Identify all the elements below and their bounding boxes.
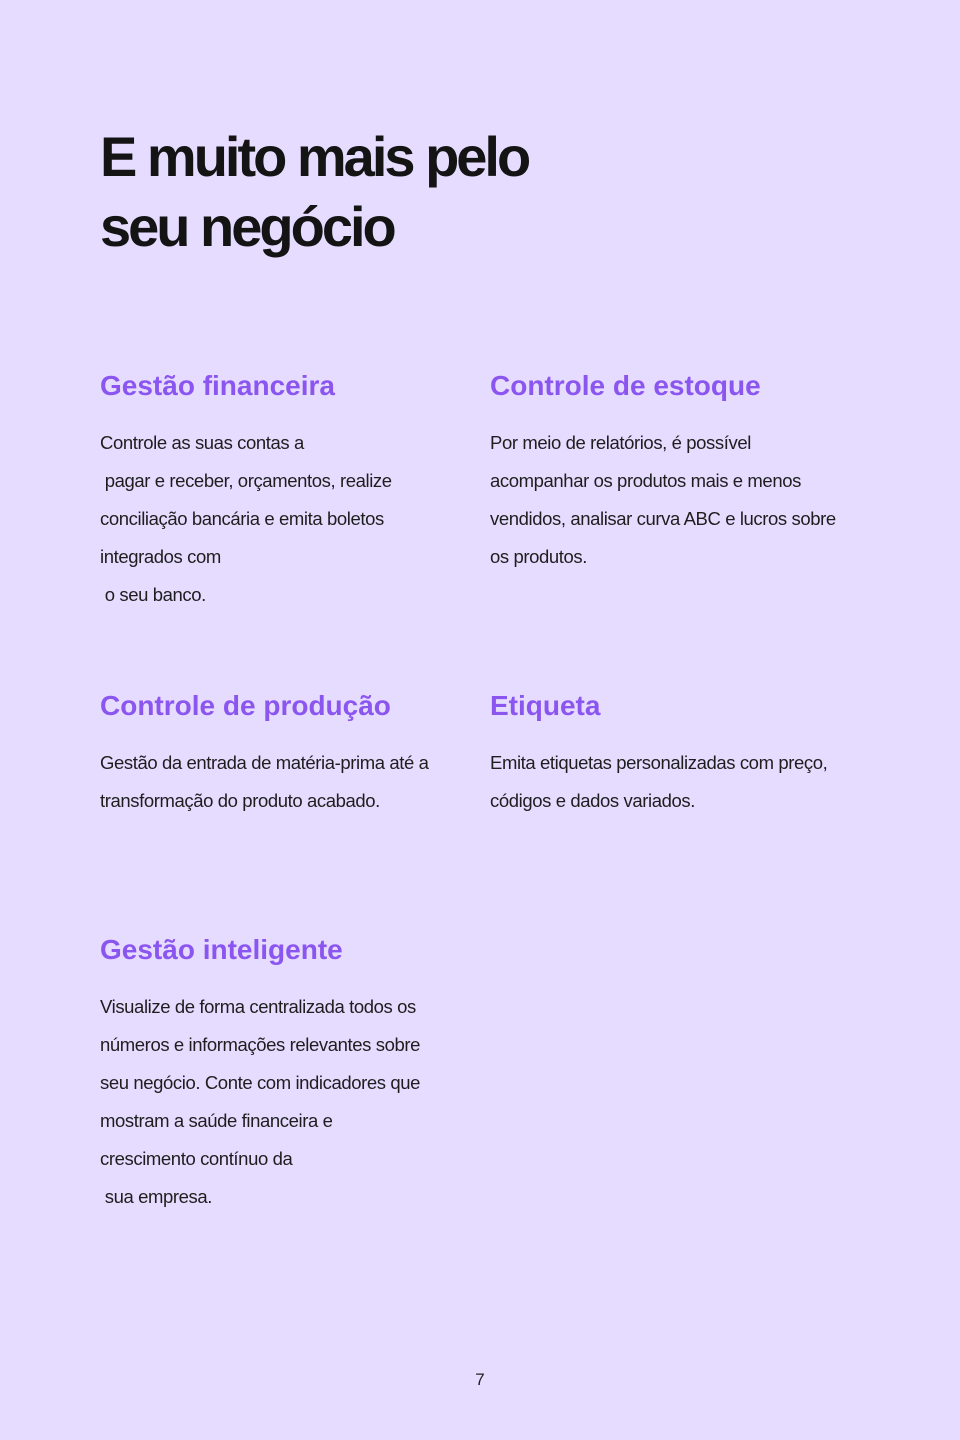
body-line: conciliação bancária e emita boletos xyxy=(100,508,384,529)
section-gestao-financeira xyxy=(100,368,460,614)
body-line: Controle as suas contas a xyxy=(100,432,304,453)
body-line: Por meio de relatórios, é possível xyxy=(490,432,751,453)
body-line: crescimento contínuo da xyxy=(100,1148,293,1169)
page-title xyxy=(100,122,720,262)
section-heading: Gestão financeira xyxy=(100,370,335,401)
section-heading: Etiqueta xyxy=(490,690,601,721)
section-body xyxy=(490,744,870,820)
body-line: os produtos. xyxy=(490,546,588,567)
body-line: sua empresa. xyxy=(100,1186,213,1207)
body-line: Visualize de forma centralizada todos os xyxy=(100,996,416,1017)
section-heading: Controle de produção xyxy=(100,690,391,721)
body-line: pagar e receber, orçamentos, realize xyxy=(100,470,392,491)
page-number: 7 xyxy=(475,1370,485,1389)
section-controle-de-estoque xyxy=(490,368,870,576)
body-line: números e informações relevantes sobre xyxy=(100,1034,421,1055)
page-title-line: E muito mais pelo xyxy=(100,125,529,188)
section-controle-de-producao xyxy=(100,688,460,820)
body-line: seu negócio. Conte com indicadores que xyxy=(100,1072,421,1093)
section-gestao-inteligente xyxy=(100,932,460,1216)
body-line: o seu banco. xyxy=(100,584,206,605)
body-line: integrados com xyxy=(100,546,221,567)
section-body xyxy=(490,424,870,576)
section-heading: Gestão inteligente xyxy=(100,934,343,965)
section-body xyxy=(100,988,460,1216)
section-body xyxy=(100,744,460,820)
body-line: transformação do produto acabado. xyxy=(100,790,380,811)
page-title-line: seu negócio xyxy=(100,195,394,258)
section-etiqueta xyxy=(490,688,870,820)
body-line: Emita etiquetas personalizadas com preço, xyxy=(490,752,828,773)
section-heading: Controle de estoque xyxy=(490,370,761,401)
body-line: acompanhar os produtos mais e menos xyxy=(490,470,801,491)
body-line: mostram a saúde financeira e xyxy=(100,1110,333,1131)
body-line: vendidos, analisar curva ABC e lucros sobre xyxy=(490,508,836,529)
section-body xyxy=(100,424,460,614)
body-line: códigos e dados variados. xyxy=(490,790,695,811)
body-line: Gestão da entrada de matéria-prima até a xyxy=(100,752,429,773)
